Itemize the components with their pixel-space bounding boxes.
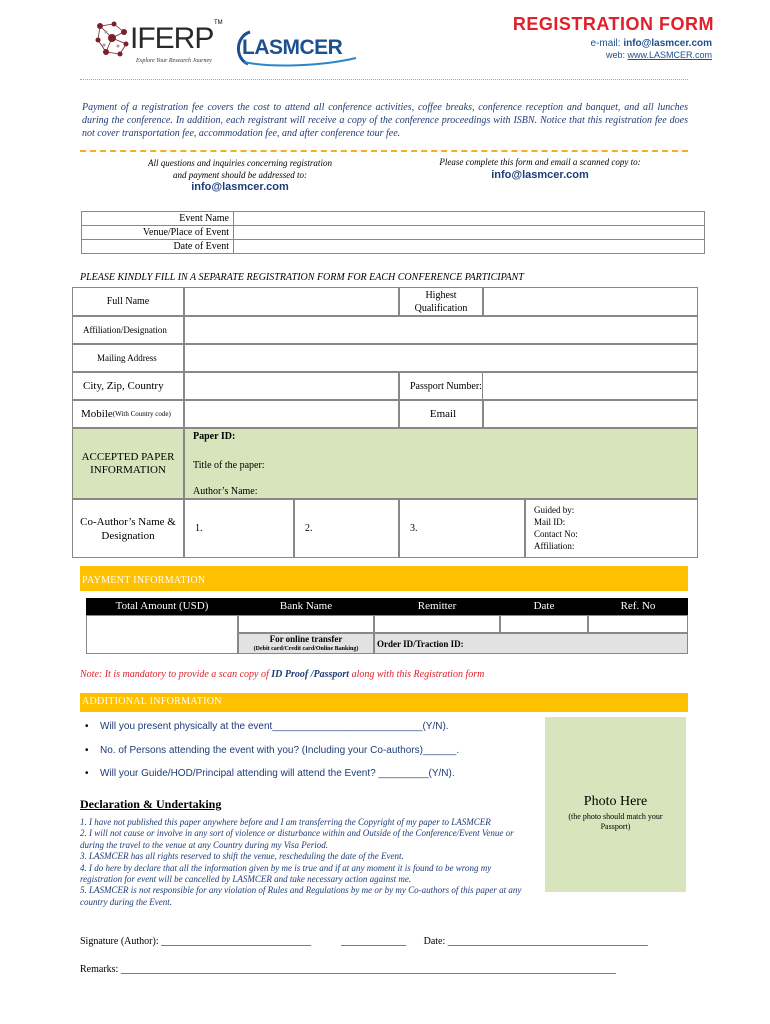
declaration-title: Declaration & Undertaking [80, 797, 222, 811]
header-web: web: www.LASMCER.com [605, 50, 712, 60]
paper-id-label: Paper ID: [193, 431, 236, 442]
full-name-field[interactable] [184, 287, 399, 316]
event-venue-field[interactable] [234, 226, 705, 240]
remitter-field[interactable] [374, 615, 500, 633]
question-present-physically[interactable]: • Will you present physically at the event___________________________(Y/N). [85, 721, 449, 732]
event-venue-row [82, 226, 705, 240]
declaration-item: 1. I have not published this paper anywhere before and I am transferring the Copyright of my paper to LASMCER [80, 817, 491, 827]
event-table [81, 211, 705, 254]
email-label: Email [399, 400, 483, 428]
signature-line[interactable]: Signature (Author): ______________________________ _____________ Date: ________________________________________ [80, 936, 648, 947]
paper-title-label: Title of the paper: [193, 460, 265, 471]
accepted-paper-fields[interactable] [184, 428, 698, 499]
intro-paragraph: Payment of a registration fee covers the cost to attend all conference activities, coffee breaks, conference reception and banquet, and all lunches during the conference. In addition, each registrant will receive a copy of the conference proceedings with ISBN. Notice that this registration fee does not cover transportation fee, accommodation fee, and after conference tour fee. [82, 102, 688, 139]
online-transfer-label: For online transfer [269, 634, 343, 644]
header-email: e-mail: info@lasmcer.com [590, 38, 712, 49]
event-date-label: Date of Event [82, 240, 234, 254]
separate-form-note: PLEASE KINDLY FILL IN A SEPARATE REGISTRATION FORM FOR EACH CONFERENCE PARTICIPANT [80, 272, 524, 283]
passport-label: Passport Number: [399, 372, 483, 400]
header-web-link[interactable]: www.LASMCER.com [627, 50, 712, 60]
payment-col-ref: Ref. No [620, 600, 656, 612]
accepted-paper-label: ACCEPTED PAPER INFORMATION [72, 428, 184, 499]
declaration-list [80, 817, 535, 908]
mobile-label: Mobile (With Country code) [72, 400, 184, 428]
city-zip-country-field[interactable] [184, 372, 399, 400]
payment-col-amount: Total Amount (USD) [115, 600, 209, 612]
lasmcer-logo [232, 28, 360, 68]
guide-affiliation-label: Affiliation: [534, 541, 575, 551]
payment-col-remitter: Remitter [417, 600, 457, 612]
payment-col-bank: Bank Name [279, 600, 333, 612]
iferp-network-icon [92, 18, 132, 62]
online-transfer-cell [238, 633, 374, 654]
mobile-field[interactable] [184, 400, 399, 428]
inquiries-email[interactable]: info@lasmcer.com [191, 181, 289, 193]
additional-heading: ADDITIONAL INFORMATION [80, 693, 688, 712]
mandatory-note: Note: It is mandatory to provide a scan copy of ID Proof /Passport along with this Registration form [80, 669, 485, 680]
declaration-item: 3. LASMCER has all rights reserved to shift the venue, rescheduling the date of the Event. [80, 851, 404, 862]
submit-email[interactable]: info@lasmcer.com [491, 169, 589, 181]
iferp-tagline: Explore Your Research Journey [136, 58, 212, 64]
guide-mail-label: Mail ID: [534, 517, 566, 527]
payment-heading: PAYMENT INFORMATION [80, 566, 688, 591]
remarks-line[interactable]: Remarks: ___________________________________________________________________________________________________ [80, 964, 616, 975]
submit-instructions: Please complete this form and email a scanned copy to: [439, 157, 641, 167]
passport-field[interactable] [483, 372, 698, 400]
event-date-row [82, 240, 705, 254]
city-zip-country-label: City, Zip, Country [72, 372, 184, 400]
question-guide-attending[interactable]: • Will your Guide/HOD/Principal attending will attend the Event? _________(Y/N). [85, 768, 455, 779]
event-venue-label: Venue/Place of Event [82, 226, 234, 240]
author-name-label: Author’s Name: [193, 486, 258, 497]
date-field[interactable] [500, 615, 588, 633]
inquiries-left: All questions and inquiries concerning registration and payment should be addressed to: [148, 158, 332, 180]
highest-qualification-field[interactable] [483, 287, 698, 316]
guided-by-label: Guided by: [534, 505, 575, 515]
coauthor-label: Co-Author’s Name & Designation [72, 499, 184, 558]
lasmcer-wordmark: LASMCER [242, 36, 343, 59]
form-title: REGISTRATION FORM [512, 14, 714, 34]
email-field[interactable] [483, 400, 698, 428]
bank-name-field[interactable] [238, 615, 374, 633]
coauthor-2-field[interactable]: 2. [294, 499, 399, 558]
full-name-label: Full Name [72, 287, 184, 316]
event-name-row [82, 212, 705, 226]
payment-col-date: Date [533, 600, 555, 612]
header-divider [80, 79, 688, 80]
total-amount-field[interactable] [86, 615, 238, 654]
coauthor-1-field[interactable]: 1. [184, 499, 294, 558]
event-name-label: Event Name [82, 212, 234, 226]
declaration-item: 2. I will not cause or involve in any sort of violence or disturbance within and Outside of the Conference/Event Venue or during the travel to the venue at any Country during my Visa Period. [80, 828, 514, 850]
iferp-wordmark: IFERP [130, 22, 214, 55]
inquiries-divider [80, 150, 688, 152]
order-id-field[interactable]: Order ID/Traction ID: [374, 633, 688, 654]
photo-note: (the photo should match your Passport) [568, 812, 663, 831]
coauthor-3-field[interactable]: 3. [399, 499, 525, 558]
highest-qualification-label: Highest Qualification [399, 287, 483, 316]
declaration-item: 5. LASMCER is not responsible for any violation of Rules and Regulations by me or by my Co-authors of this paper at any country during the Event. [80, 885, 522, 907]
payment-table-header [86, 598, 688, 615]
question-persons-attending[interactable]: • No. of Persons attending the event with you? (Including your Co-authors)______. [85, 745, 460, 756]
photo-label: Photo Here [583, 794, 648, 809]
declaration-item: 4. I do here by declare that all the information given by me is true and if at any moment it is found to be wrong my registration for event will be cancelled by LASMCER and take necessary action against me. [80, 862, 492, 885]
online-methods-label: (Debit card/Credit card/Online Banking) [253, 646, 359, 652]
header-email-link[interactable]: info@lasmcer.com [623, 38, 712, 49]
photo-box[interactable] [545, 717, 686, 892]
ref-no-field[interactable] [588, 615, 688, 633]
guide-details-field[interactable] [525, 499, 698, 558]
affiliation-label: Affiliation/Designation [72, 316, 184, 344]
iferp-logo: IFERP TM Explore Your Research Journey [92, 18, 222, 70]
guide-contact-label: Contact No: [534, 529, 578, 539]
event-date-field[interactable] [234, 240, 705, 254]
event-name-field[interactable] [234, 212, 705, 226]
mailing-address-field[interactable] [184, 344, 698, 372]
mailing-address-label: Mailing Address [72, 344, 184, 372]
affiliation-field[interactable] [184, 316, 698, 344]
